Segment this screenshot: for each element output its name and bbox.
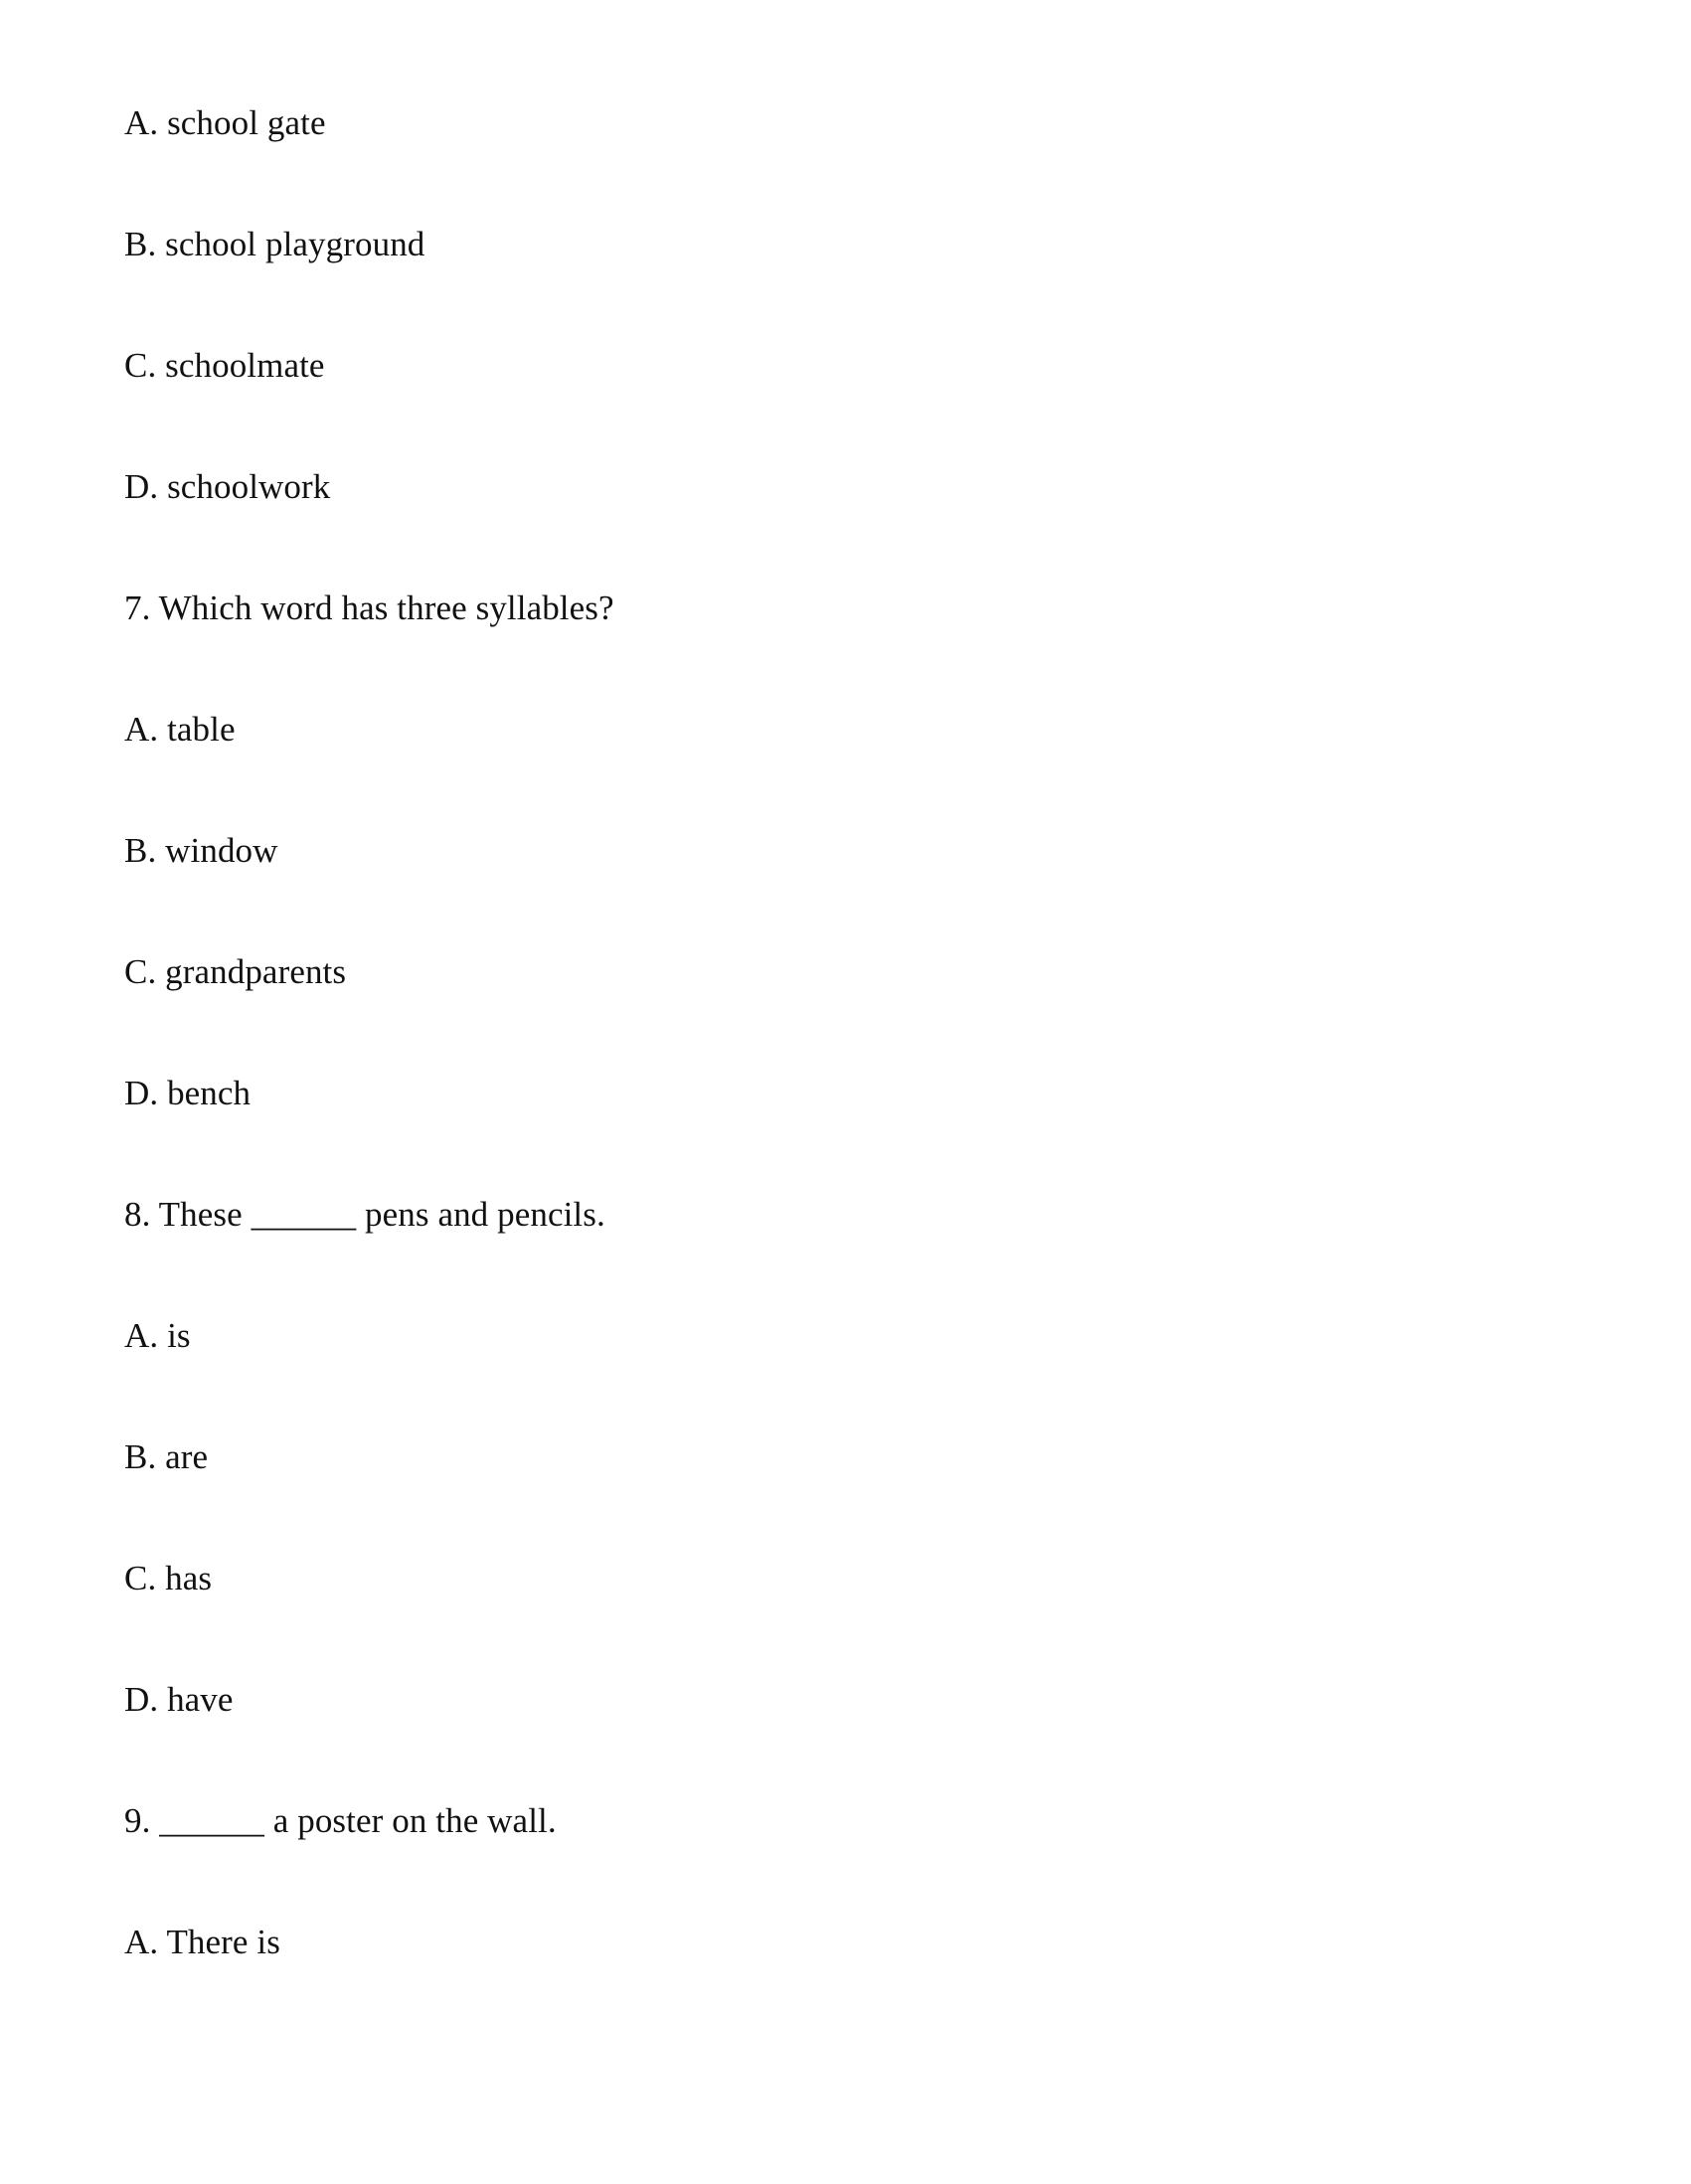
question-7-option-a: A. table	[124, 710, 236, 749]
question-8-option-c: C. has	[124, 1559, 213, 1597]
question-7-prompt: 7. Which word has three syllables?	[124, 588, 614, 627]
question-9-prompt: 9. ______ a poster on the wall.	[124, 1801, 557, 1840]
question-7-option-c: C. grandparents	[124, 952, 347, 991]
question-6-option-c: C. schoolmate	[124, 346, 325, 385]
question-9-option-a: A. There is	[124, 1923, 280, 1961]
question-6-option-d: D. schoolwork	[124, 467, 331, 506]
question-8-option-d: D. have	[124, 1680, 234, 1719]
question-8-prompt: 8. These ______ pens and pencils.	[124, 1195, 605, 1234]
question-8-option-b: B. are	[124, 1437, 209, 1476]
question-7-option-d: D. bench	[124, 1074, 252, 1112]
question-6-option-b: B. school playground	[124, 225, 425, 263]
question-6-option-a: A. school gate	[124, 103, 326, 142]
question-8-option-a: A. is	[124, 1316, 191, 1355]
question-7-option-b: B. window	[124, 831, 278, 870]
